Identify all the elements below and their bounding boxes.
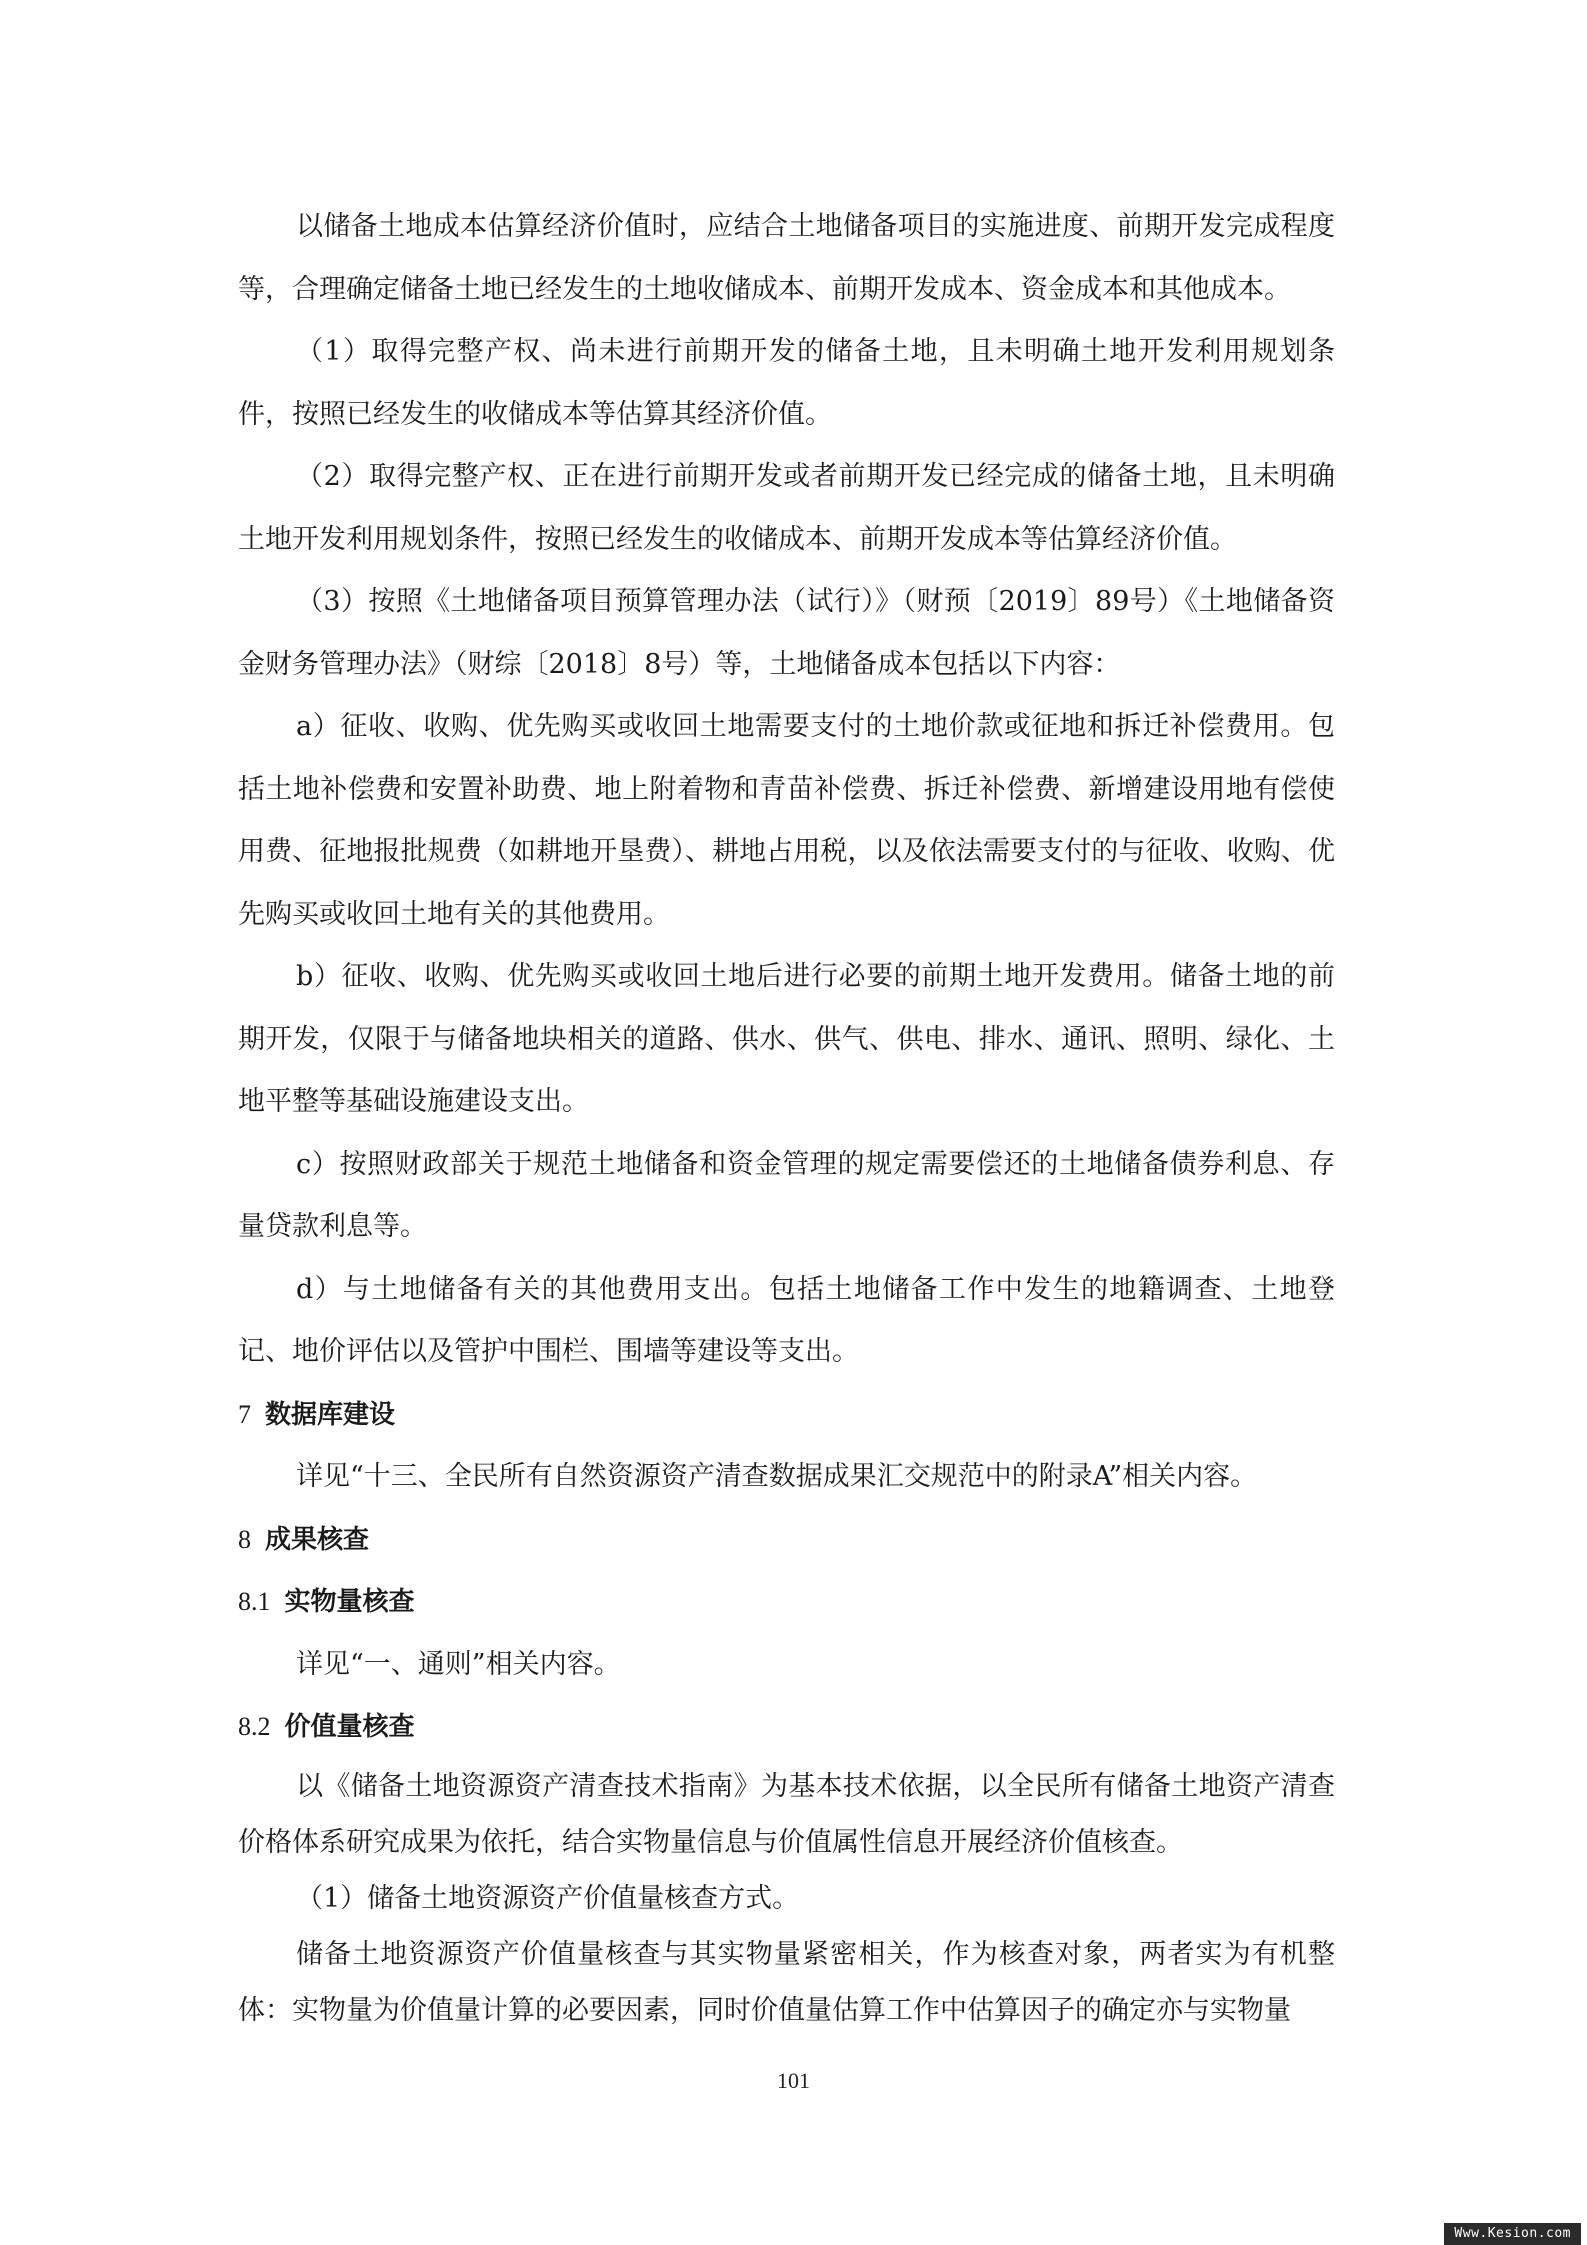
- paragraph-item-b: b）征收、收购、优先购买或收回土地后进行必要的前期土地开发费用。储备土地的前期开发，仅限于与储备地块相关的道路、供水、供气、供电、排水、通讯、照明、绿化、土地平整等基础设施建设支出。: [238, 961, 1335, 1117]
- section-title: 成果核查: [265, 1524, 370, 1555]
- section-heading-8-1: [238, 1571, 1335, 1634]
- paragraph-item-3: （3）按照《土地储备项目预算管理办法（试行）》（财预〔2019〕89号）《土地储备资金财务管理办法》（财综〔2018〕8号）等，土地储备成本包括以下内容：: [238, 586, 1335, 680]
- section-number: 7: [238, 1399, 251, 1429]
- paragraph-physical-check-reference: 详见“一、通则”相关内容。: [296, 1648, 621, 1680]
- paragraph-value-physical-relation: 储备土地资源资产价值量核查与其实物量紧密相关，作为核查对象，两者实为有机整体：实物量为价值量计算的必要因素，同时价值量估算工作中估算因子的确定亦与实物量: [238, 1938, 1335, 2026]
- section-heading-8: [238, 1509, 1335, 1572]
- site-watermark: Www.Kesion.com: [1444, 2223, 1581, 2245]
- section-title: 数据库建设: [265, 1399, 396, 1430]
- paragraph-item-2: （2）取得完整产权、正在进行前期开发或者前期开发已经完成的储备土地，且未明确土地开发利用规划条件，按照已经发生的收储成本、前期开发成本等估算经济价值。: [238, 461, 1335, 555]
- page-body: [238, 196, 1335, 2039]
- paragraph-item-d: d）与土地储备有关的其他费用支出。包括土地储备工作中发生的地籍调查、土地登记、地价评估以及管护中围栏、围墙等建设等支出。: [238, 1273, 1335, 1367]
- section-number: 8.1: [238, 1587, 271, 1616]
- paragraph-item-c: c）按照财政部关于规范土地储备和资金管理的规定需要偿还的土地储备债券利息、存量贷款利息等。: [238, 1148, 1335, 1242]
- paragraph-value-check-method: （1）储备土地资源资产价值量核查方式。: [296, 1882, 800, 1914]
- paragraph-database-reference: 详见“十三、全民所有自然资源资产清查数据成果汇交规范中的附录A”相关内容。: [296, 1461, 1258, 1492]
- paragraph-item-a: a）征收、收购、优先购买或收回土地需要支付的土地价款或征地和拆迁补偿费用。包括土地补偿费和安置补助费、地上附着物和青苗补偿费、拆迁补偿费、新增建设用地有偿使用费、征地报批规费（如耕地开垦费）、耕地占用税，以及依法需要支付的与征收、收购、优先购买或收回土地有关的其他费用。: [238, 711, 1335, 930]
- section-title: 价值量核查: [284, 1712, 415, 1742]
- paragraph-storage-cost-intro: 以储备土地成本估算经济价值时，应结合土地储备项目的实施进度、前期开发完成程度等，合理确定储备土地已经发生的土地收储成本、前期开发成本、资金成本和其他成本。: [238, 211, 1335, 305]
- section-title: 实物量核查: [284, 1587, 415, 1617]
- section-heading-8-2: [238, 1696, 1335, 1759]
- section-number: 8.2: [238, 1712, 271, 1741]
- paragraph-value-check-basis: 以《储备土地资源资产清查技术指南》为基本技术依据，以全民所有储备土地资产清查价格体系研究成果为依托，结合实物量信息与价值属性信息开展经济价值核查。: [238, 1770, 1335, 1858]
- paragraph-item-1: （1）取得完整产权、尚未进行前期开发的储备土地，且未明确土地开发利用规划条件，按照已经发生的收储成本等估算其经济价值。: [238, 336, 1335, 430]
- section-heading-7: [238, 1384, 1335, 1447]
- section-number: 8: [238, 1524, 251, 1554]
- page-number: 101: [777, 2068, 810, 2093]
